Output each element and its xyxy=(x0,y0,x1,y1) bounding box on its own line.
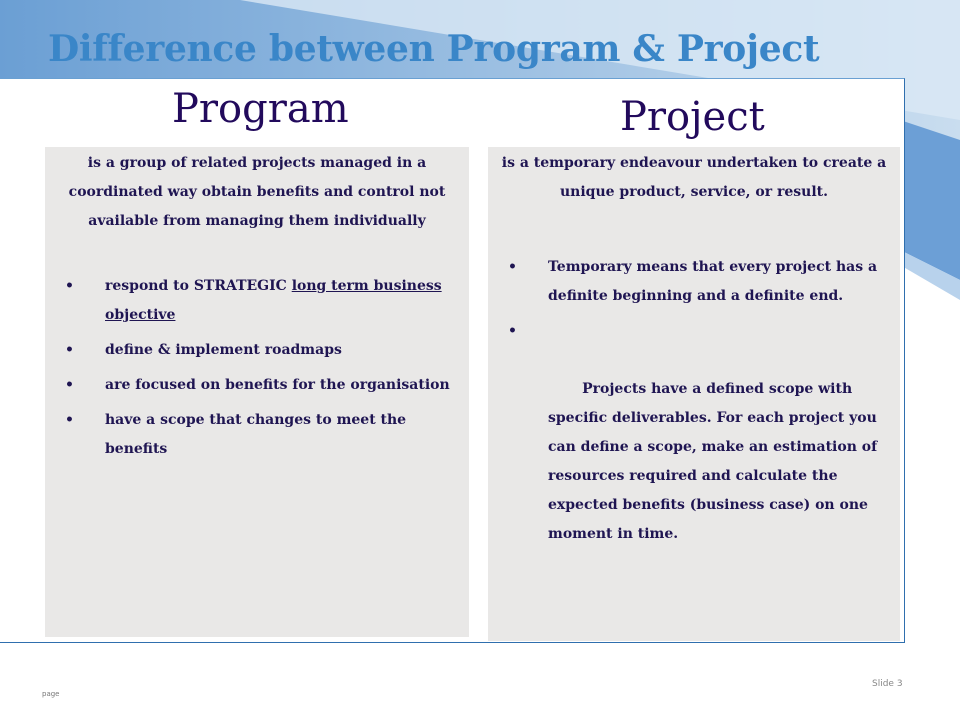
program-bullet-1-text: respond to STRATEGIC xyxy=(105,278,292,294)
program-bullet-1 xyxy=(55,272,459,330)
project-bullet-1-text: Temporary means that every project has a definite beginning and a definite end. xyxy=(548,259,878,304)
program-bullet-3 xyxy=(55,371,459,400)
bullet-icon: • xyxy=(65,342,74,358)
footer-page-label: page xyxy=(42,690,60,698)
program-bullet-1-underlined: long term business objective xyxy=(105,278,442,323)
project-heading: Project xyxy=(620,94,765,140)
project-bullet-list xyxy=(498,253,890,578)
program-intro: is a group of related projects managed in a coordinated way obtain benefits and control not available from managing them individually xyxy=(68,155,446,229)
bullet-icon: • xyxy=(508,259,517,275)
bullet-icon: • xyxy=(65,278,74,294)
slide-title: Difference between Program & Project xyxy=(48,28,820,70)
bullet-icon: • xyxy=(508,323,517,339)
program-bullet-4 xyxy=(55,406,459,464)
bullet-icon: • xyxy=(65,377,74,393)
program-bullet-3-text: are focused on benefits for the organisation xyxy=(105,377,450,393)
project-intro: is a temporary endeavour undertaken to create a unique product, service, or result. xyxy=(501,155,887,200)
program-box xyxy=(45,147,469,637)
program-bullet-2-text: define & implement roadmaps xyxy=(105,342,342,358)
project-bullet-1 xyxy=(498,253,890,311)
project-box xyxy=(488,147,900,641)
project-bullet-2-text: Projects have a defined scope with specific deliverables. For each project you can define a scope, make an estimation of resources required and calculate the expected benefits (business case) on one moment in time. xyxy=(548,381,882,542)
bullet-icon: • xyxy=(65,412,74,428)
program-bullet-2 xyxy=(55,336,459,365)
project-bullet-2 xyxy=(498,317,890,578)
program-heading: Program xyxy=(172,86,349,132)
program-bullet-4-text: have a scope that changes to meet the benefits xyxy=(105,412,407,457)
program-bullet-list xyxy=(55,272,459,464)
slide-number: Slide 3 xyxy=(872,679,903,689)
